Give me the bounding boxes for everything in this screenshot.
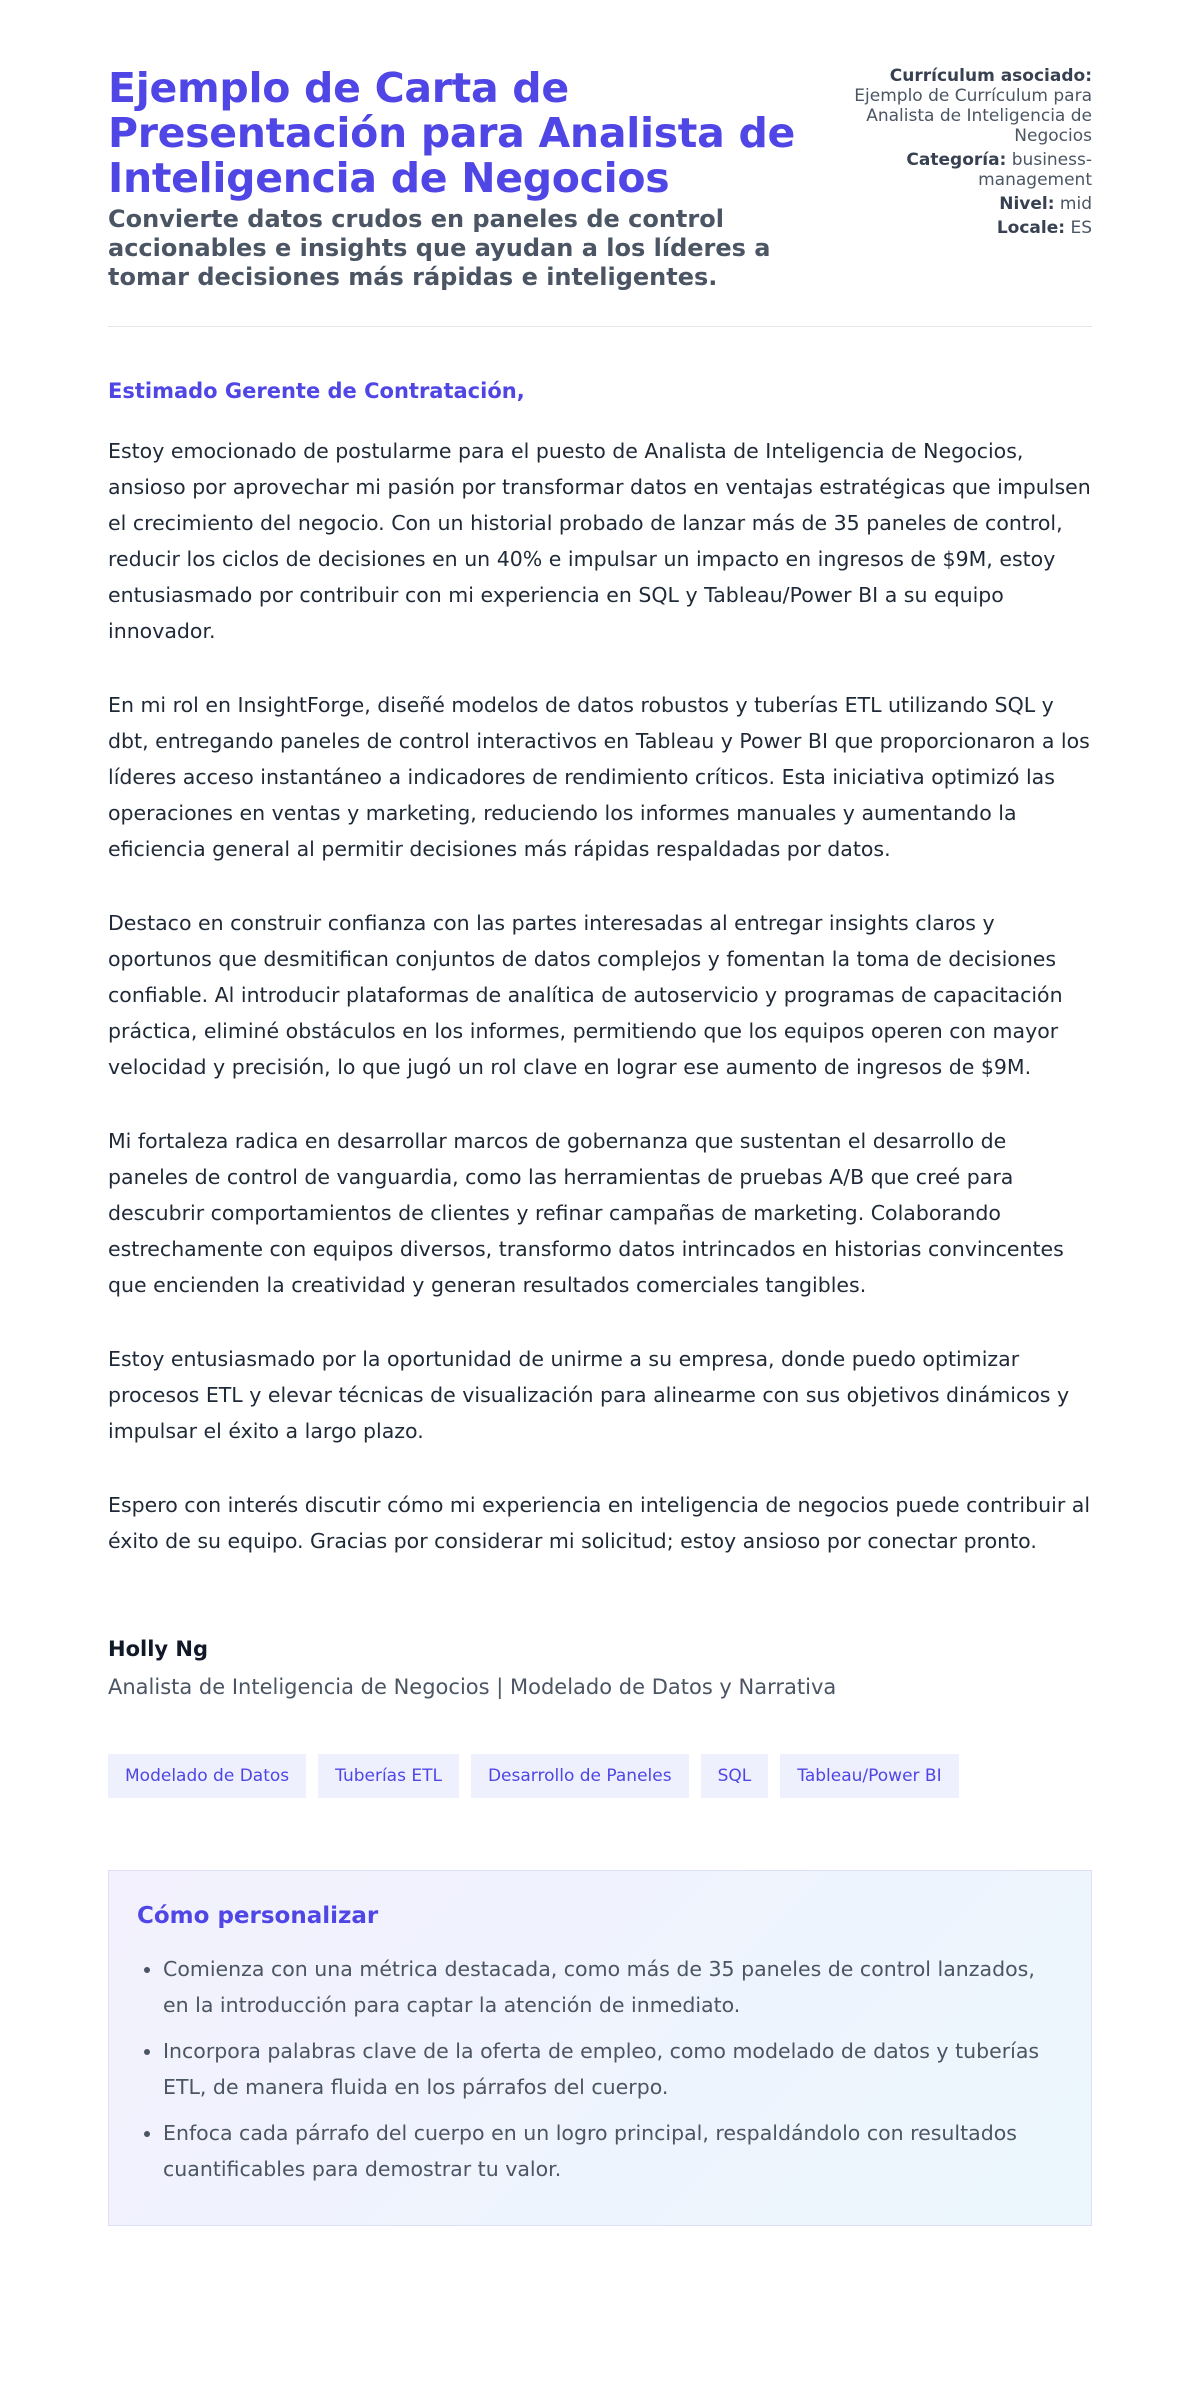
meta-category-label: Categoría:: [906, 150, 1007, 170]
letter-body: [108, 433, 1092, 1559]
customization-tips-box: [108, 1870, 1092, 2226]
meta-locale: [832, 218, 1092, 238]
meta-category-value: business-management: [978, 150, 1092, 190]
page-subtitle: Convierte datos crudos en paneles de control accionables e insights que ayudan a los líderes a tomar decisiones más rápidas e inteligentes.: [108, 205, 771, 291]
tip-item: • Incorpora palabras clave de la oferta de empleo, como modelado de datos y tuberías ETL, de manera fluida en los párrafos del cuerpo.: [163, 2033, 1063, 2105]
letter-paragraph: Mi fortaleza radica en desarrollar marcos de gobernanza que sustentan el desarrollo de paneles de control de vanguardia, como las herramientas de pruebas A/B que creé para descubrir comportamientos de clientes y refinar campañas de marketing. Colaborando estrechamente con equipos diversos, transformo datos intrincados en historias convincentes que encienden la creatividad y generan resultados comerciales tangibles.: [108, 1129, 1064, 1297]
letter-paragraph: Estoy emocionado de postularme para el puesto de Analista de Inteligencia de Negocios, ansioso por aprovechar mi pasión por transformar datos en ventajas estratégicas que impulsen el crecimiento del negocio. Con un historial probado de lanzar más de 35 paneles de control, reducir los ciclos de decisiones en un 40% e impulsar un impacto en ingresos de $9M, estoy entusiasmado por contribuir con mi experiencia en SQL y Tableau/Power BI a su equipo innovador.: [108, 439, 1091, 643]
skill-tags: [108, 1754, 1092, 1798]
tip-item: • Enfoca cada párrafo del cuerpo en un logro principal, respaldándolo con resultados cuantificables para demostrar tu valor.: [163, 2115, 1063, 2187]
meta-resume-value: Ejemplo de Currículum para Analista de Inteligencia de Negocios: [854, 86, 1092, 146]
skill-tag: Desarrollo de Paneles: [471, 1754, 689, 1798]
tips-title: Cómo personalizar: [137, 1903, 379, 1929]
signature-role: Analista de Inteligencia de Negocios | Modelado de Datos y Narrativa: [108, 1675, 837, 1699]
cover-letter-page: [108, 0, 1092, 2226]
tips-list: [137, 1951, 1063, 2187]
meta-locale-value: ES: [1070, 218, 1092, 238]
skill-tag: Tableau/Power BI: [780, 1754, 958, 1798]
letter-paragraph: Espero con interés discutir cómo mi experiencia en inteligencia de negocios puede contribuir al éxito de su equipo. Gracias por considerar mi solicitud; estoy ansioso por conectar pronto.: [108, 1493, 1091, 1553]
meta-resume: [832, 66, 1092, 146]
meta-locale-label: Locale:: [996, 218, 1066, 238]
signature-name: Holly Ng: [108, 1637, 209, 1661]
meta-level-label: Nivel:: [999, 194, 1055, 214]
header-titles: [108, 66, 808, 292]
skill-tag: Tuberías ETL: [318, 1754, 459, 1798]
meta-level-value: mid: [1059, 194, 1092, 214]
skill-tag: Modelado de Datos: [108, 1754, 306, 1798]
letter-paragraph: Estoy entusiasmado por la oportunidad de unirme a su empresa, donde puedo optimizar procesos ETL y elevar técnicas de visualización para alinearme con sus objetivos dinámicos y impulsar el éxito a largo plazo.: [108, 1347, 1070, 1443]
meta-resume-label: Currículum asociado:: [889, 66, 1092, 86]
skill-tag: SQL: [701, 1754, 769, 1798]
tip-item: • Comienza con una métrica destacada, como más de 35 paneles de control lanzados, en la introducción para captar la atención de inmediato.: [163, 1951, 1063, 2023]
page-title: Ejemplo de Carta de Presentación para Analista de Inteligencia de Negocios: [108, 64, 795, 202]
letter-paragraph: En mi rol en InsightForge, diseñé modelos de datos robustos y tuberías ETL utilizando SQL y dbt, entregando paneles de control interactivos en Tableau y Power BI que proporcionaron a los líderes acceso instantáneo a indicadores de rendimiento críticos. Esta iniciativa optimizó las operaciones en ventas y marketing, reduciendo los informes manuales y aumentando la eficiencia general al permitir decisiones más rápidas respaldadas por datos.: [108, 693, 1090, 861]
meta-panel: [832, 66, 1092, 242]
meta-level: [832, 194, 1092, 214]
page-header: [108, 66, 1092, 327]
meta-category: [832, 150, 1092, 190]
letter-salutation: Estimado Gerente de Contratación,: [108, 379, 525, 403]
letter-paragraph: Destaco en construir confianza con las partes interesadas al entregar insights claros y oportunos que desmitifican conjuntos de datos complejos y fomentan la toma de decisiones confiable. Al introducir plataformas de analítica de autoservicio y programas de capacitación práctica, eliminé obstáculos en los informes, permitiendo que los equipos operen con mayor velocidad y precisión, lo que jugó un rol clave en lograr ese aumento de ingresos de $9M.: [108, 911, 1063, 1079]
